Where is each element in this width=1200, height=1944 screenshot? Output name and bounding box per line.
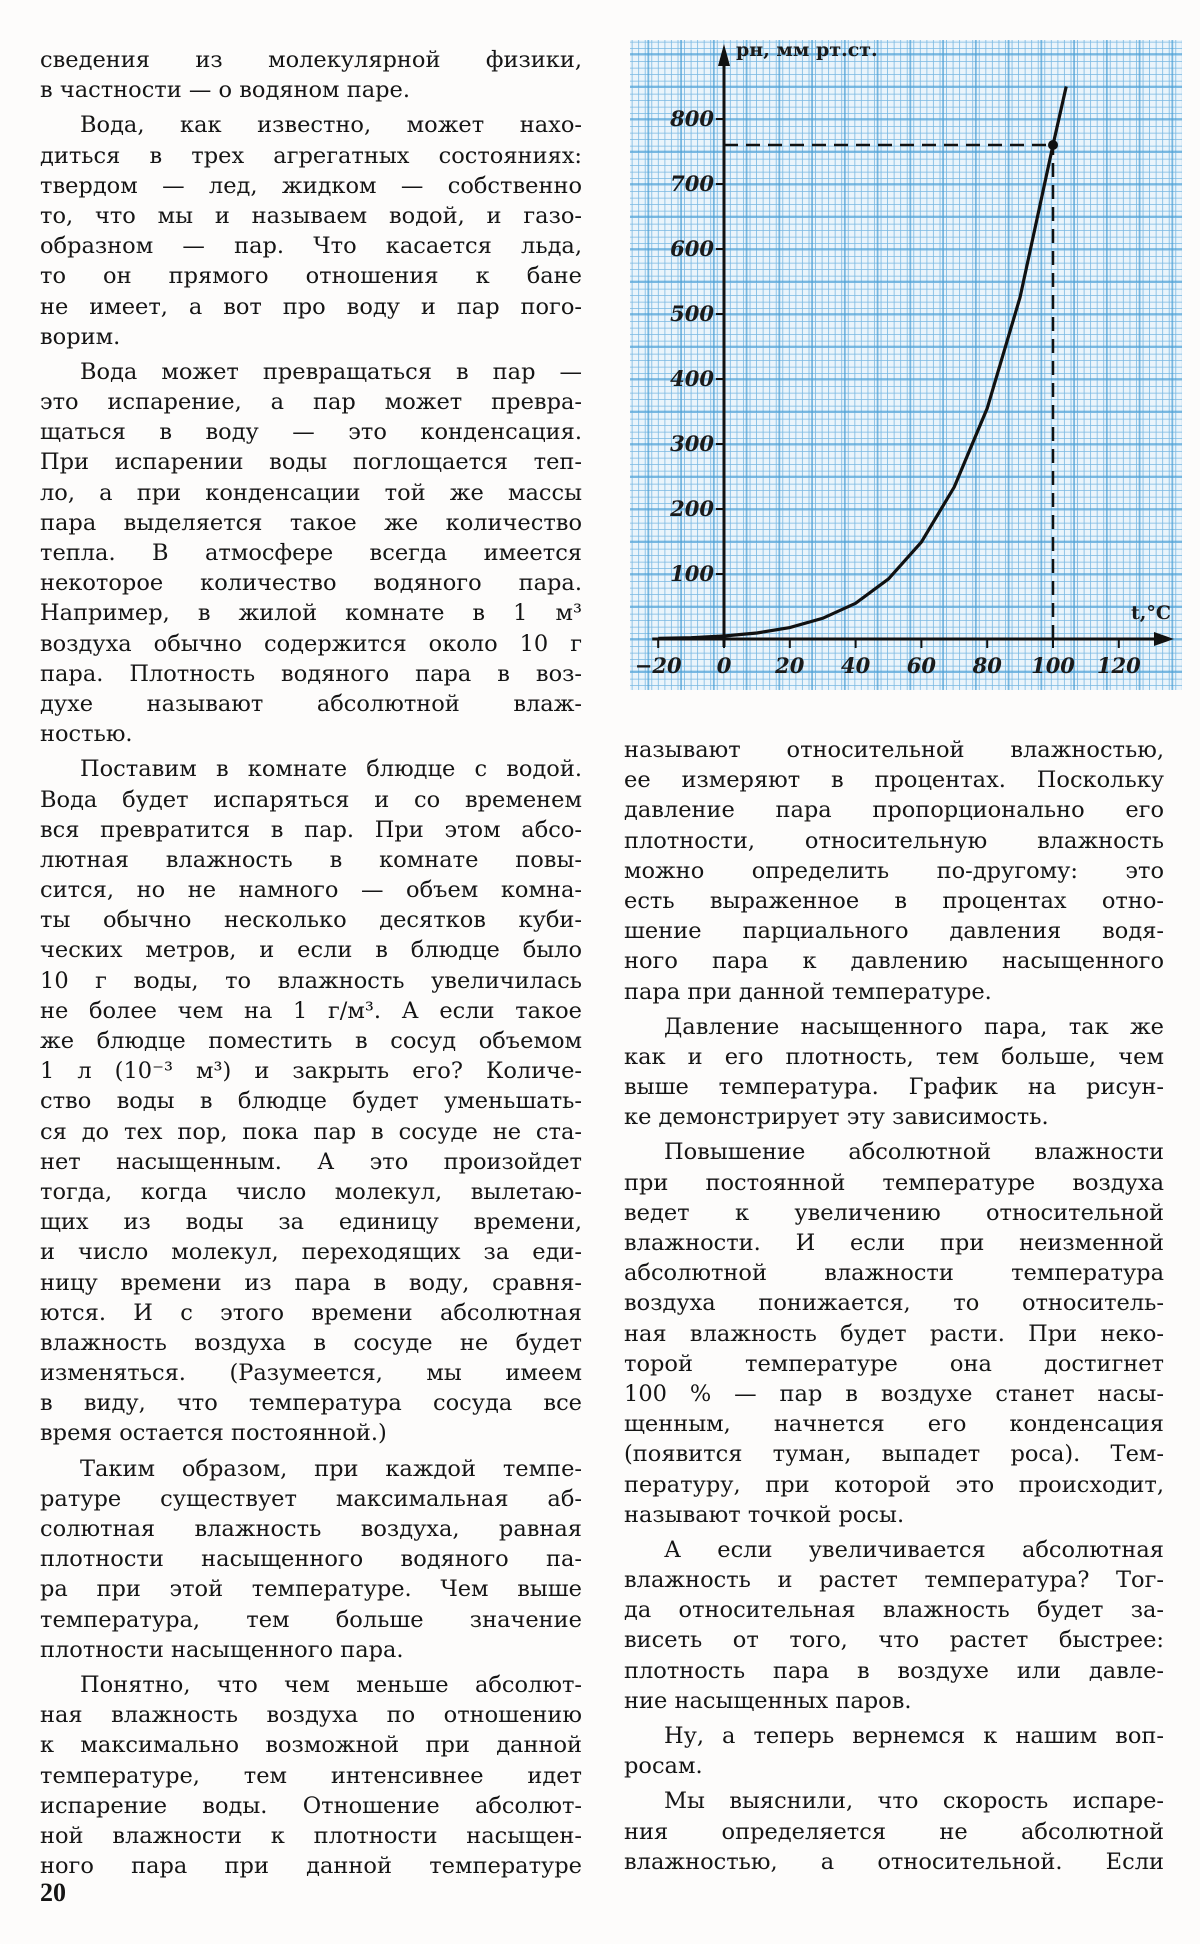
text-line: Мы выяснили, что скорость испаре- bbox=[664, 1788, 1164, 1815]
text-line: ческих метров, и если в блюдце было bbox=[40, 937, 582, 964]
text-line: росам. bbox=[624, 1753, 703, 1780]
y-tick-label: 700 bbox=[670, 171, 714, 196]
x-tick-label: 40 bbox=[840, 653, 871, 678]
text-line: ворим. bbox=[40, 323, 121, 350]
text-line: твердом — лед, жидком — собственно bbox=[40, 172, 582, 199]
graph-paper bbox=[630, 40, 1182, 690]
text-line: Поставим в комнате блюдце с водой. bbox=[80, 756, 582, 783]
text-line: пературу, при которой это происходит, bbox=[624, 1471, 1164, 1498]
text-line: ностью. bbox=[40, 721, 133, 748]
text-line: сведения из молекулярной физики, bbox=[40, 47, 582, 73]
left-text-column bbox=[40, 45, 582, 1881]
text-line: температура, тем больше значение bbox=[40, 1606, 582, 1633]
text-line: Вода может превращаться в пар — bbox=[80, 358, 582, 385]
text-line: абсолютной влажности температура bbox=[624, 1260, 1164, 1287]
text-line: есть выраженное в процентах отно- bbox=[624, 887, 1164, 914]
text-line: плотности насыщенного водяного па- bbox=[40, 1546, 582, 1573]
y-tick-label: 500 bbox=[670, 301, 714, 326]
x-axis-title: t,°C bbox=[1131, 602, 1172, 624]
text-line: ся до тех пор, пока пар в сосуде не ста- bbox=[40, 1118, 582, 1145]
text-line: солютная влажность воздуха, равная bbox=[40, 1516, 582, 1542]
text-line: же блюдце поместить в сосуд объемом bbox=[40, 1028, 582, 1054]
text-line: шение парциального давления водя- bbox=[624, 918, 1164, 945]
page-number: 20 bbox=[40, 1878, 66, 1907]
text-line: называют точкой росы. bbox=[624, 1501, 905, 1528]
boiling-point-marker bbox=[1048, 140, 1058, 150]
right-text-column bbox=[624, 735, 1164, 1877]
text-line: к максимально возможной при данной bbox=[40, 1732, 582, 1759]
text-line: щаться в воду — это конденсация. bbox=[40, 419, 582, 446]
text-line: При испарении воды поглощается теп- bbox=[40, 449, 582, 476]
text-line: Вода будет испаряться и со временем bbox=[40, 786, 582, 813]
y-tick-label: 400 bbox=[670, 366, 714, 391]
text-line: пара. Плотность водяного пара в воз- bbox=[40, 660, 582, 687]
text-line: образном — пар. Что касается льда, bbox=[40, 233, 582, 260]
text-line: ты обычно несколько десятков куби- bbox=[40, 907, 582, 934]
text-line: время остается постоянной.) bbox=[40, 1420, 387, 1447]
text-line: и число молекул, переходящих за еди- bbox=[40, 1239, 582, 1266]
x-tick-label: 120 bbox=[1096, 653, 1141, 678]
text-line: 10 г воды, то влажность увеличилась bbox=[40, 967, 582, 994]
x-tick-label: 20 bbox=[775, 653, 805, 678]
text-line: ратуре существует максимальная аб- bbox=[40, 1485, 582, 1512]
text-line: влажностью, а относительной. Если bbox=[624, 1848, 1164, 1875]
text-line: в частности — о водяном паре. bbox=[40, 77, 410, 104]
text-line: влажность воздуха в сосуде не будет bbox=[40, 1329, 582, 1356]
text-line: тогда, когда число молекул, вылетаю- bbox=[40, 1178, 582, 1205]
y-tick-label: 100 bbox=[670, 561, 714, 586]
text-line: (появится туман, выпадет роса). Тем- bbox=[624, 1441, 1164, 1468]
x-tick-label: −20 bbox=[634, 653, 682, 678]
text-line: то, что мы и называем водой, и газо- bbox=[40, 202, 582, 229]
text-line: пара выделяется такое же количество bbox=[40, 509, 582, 536]
text-line: щих из воды за единицу времени, bbox=[40, 1209, 582, 1236]
text-line: некоторое количество водяного пара. bbox=[40, 570, 582, 597]
text-line: щенным, начнется его конденсация bbox=[624, 1411, 1164, 1438]
text-line: Давление насыщенного пара, так же bbox=[664, 1013, 1164, 1040]
y-tick-label: 300 bbox=[670, 431, 714, 456]
x-tick-label: 60 bbox=[906, 653, 937, 678]
text-line: ного пара к давлению насыщенного bbox=[624, 948, 1164, 975]
text-line: в виду, что температура сосуда все bbox=[40, 1390, 582, 1417]
text-line: не более чем на 1 г/м³. А если такое bbox=[40, 997, 582, 1024]
text-line: висеть от того, что растет быстрее: bbox=[624, 1627, 1164, 1654]
text-line: испарение воды. Отношение абсолют- bbox=[40, 1792, 582, 1819]
text-line: ее измеряют в процентах. Поскольку bbox=[624, 767, 1164, 794]
saturated-vapor-pressure-chart bbox=[626, 36, 1186, 726]
text-line: ство воды в блюдце будет уменьшать- bbox=[40, 1088, 582, 1115]
text-line: плотности, относительную влажность bbox=[624, 827, 1164, 854]
text-line: влажность и растет температура? Тог- bbox=[624, 1567, 1164, 1594]
text-line: то он прямого отношения к бане bbox=[40, 263, 582, 290]
text-line: сится, но не намного — объем комна- bbox=[40, 877, 582, 904]
text-line: А если увеличивается абсолютная bbox=[664, 1536, 1164, 1563]
text-line: да относительная влажность будет за- bbox=[624, 1597, 1164, 1624]
text-line: нет насыщенным. А это произойдет bbox=[40, 1148, 582, 1175]
text-line: можно определить по-другому: это bbox=[624, 857, 1164, 884]
text-line: Повышение абсолютной влажности bbox=[664, 1139, 1164, 1166]
text-line: Например, в жилой комнате в 1 м³ bbox=[40, 600, 582, 627]
text-line: давление пара пропорционально его bbox=[624, 797, 1164, 824]
text-line: это испарение, а пар может превра- bbox=[40, 389, 582, 416]
text-line: как и его плотность, тем больше, чем bbox=[624, 1043, 1164, 1070]
text-line: торой температуре она достигнет bbox=[624, 1350, 1164, 1377]
text-line: духе называют абсолютной влаж- bbox=[40, 690, 582, 717]
text-line: Вода, как известно, может нахо- bbox=[80, 112, 582, 139]
text-line: ная влажность воздуха по отношению bbox=[40, 1702, 582, 1729]
text-line: ведет к увеличению относительной bbox=[624, 1199, 1164, 1226]
text-line: при постоянной температуре воздуха bbox=[624, 1169, 1164, 1196]
text-line: не имеет, а вот про воду и пар пого- bbox=[40, 293, 582, 320]
text-line: ра при этой температуре. Чем выше bbox=[40, 1576, 582, 1603]
text-line: ная влажность будет расти. При неко- bbox=[624, 1320, 1164, 1347]
text-line: ются. И с этого времени абсолютная bbox=[40, 1299, 582, 1326]
text-line: 1 л (10⁻³ м³) и закрыть его? Количе- bbox=[40, 1058, 582, 1085]
text-line: тепла. В атмосфере всегда имеется bbox=[40, 540, 582, 566]
text-line: влажности. И если при неизменной bbox=[624, 1230, 1164, 1256]
text-line: ницу времени из пара в воду, сравня- bbox=[40, 1269, 582, 1296]
text-line: диться в трех агрегатных состояниях: bbox=[40, 142, 582, 169]
text-line: вся превратится в пар. При этом абсо- bbox=[40, 816, 582, 843]
text-line: лютная влажность в комнате повы- bbox=[40, 846, 582, 873]
y-axis-title: pн, мм рт.ст. bbox=[736, 39, 878, 61]
y-tick-label: 600 bbox=[670, 236, 714, 261]
text-line: называют относительной влажностью, bbox=[624, 737, 1164, 763]
text-line: ния определяется не абсолютной bbox=[624, 1818, 1164, 1845]
text-line: ной влажности к плотности насыщен- bbox=[40, 1822, 582, 1849]
text-line: ке демонстрирует эту зависимость. bbox=[624, 1104, 1049, 1131]
text-line: воздуха обычно содержится около 10 г bbox=[40, 630, 582, 657]
text-line: Ну, а теперь вернемся к нашим воп- bbox=[664, 1723, 1164, 1749]
y-tick-label: 200 bbox=[670, 496, 714, 521]
y-tick-label: 800 bbox=[670, 106, 714, 131]
text-line: ло, а при конденсации той же массы bbox=[40, 479, 582, 506]
text-line: воздуха понижается, то относитель- bbox=[624, 1290, 1164, 1317]
text-line: Понятно, что чем меньше абсолют- bbox=[80, 1671, 582, 1698]
x-tick-label: 100 bbox=[1031, 653, 1075, 678]
text-line: выше температура. График на рисун- bbox=[624, 1074, 1164, 1101]
text-line: ние насыщенных паров. bbox=[624, 1687, 912, 1714]
text-line: плотности насыщенного пара. bbox=[40, 1636, 404, 1663]
text-line: 100 % — пар в воздухе станет насы- bbox=[624, 1380, 1164, 1407]
x-tick-label: 0 bbox=[716, 653, 732, 678]
text-line: температуре, тем интенсивнее идет bbox=[40, 1762, 582, 1789]
text-line: пара при данной температуре. bbox=[624, 978, 992, 1005]
x-tick-label: 80 bbox=[972, 653, 1002, 678]
text-line: Таким образом, при каждой темпе- bbox=[80, 1455, 582, 1482]
text-line: изменяться. (Разумеется, мы имеем bbox=[40, 1360, 582, 1387]
text-line: ного пара при данной температуре bbox=[40, 1853, 582, 1880]
text-line: плотность пара в воздухе или давле- bbox=[624, 1657, 1164, 1684]
